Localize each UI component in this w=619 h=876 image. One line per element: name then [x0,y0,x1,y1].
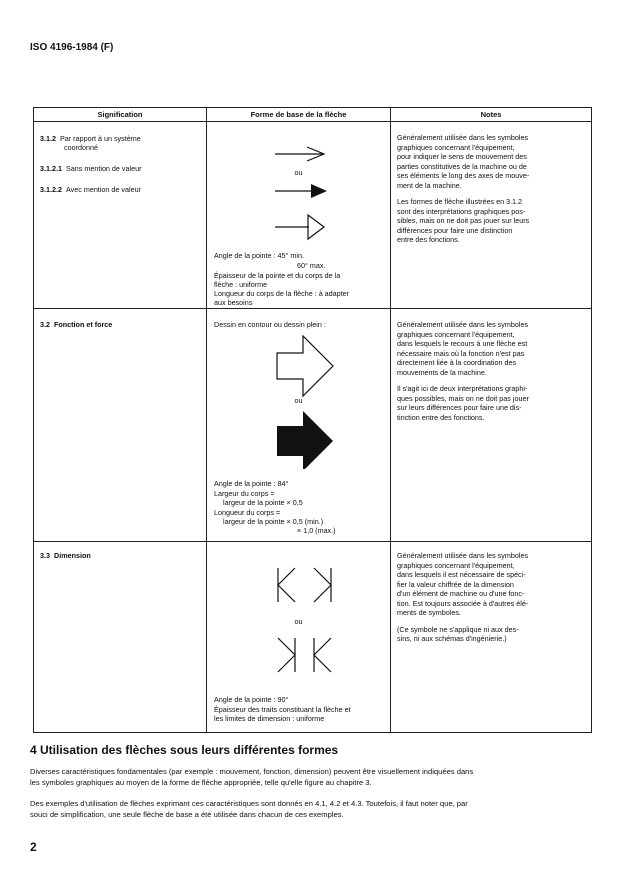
sig-line: 3.3 Dimension [40,551,91,560]
arrow-figures-3-2 [207,309,390,469]
or-label: ou [294,617,303,626]
note-line: sur leurs différences pour faire une dis- [397,403,522,412]
note-line: tinction entre des fonctions. [397,412,485,422]
arrow-line-filled-icon [275,184,327,198]
note-line: entre des fonctions. [397,235,460,244]
notes-cell-3-3 [391,542,592,733]
note-line: graphiques concernant l'équipement, [397,329,515,339]
sig-cell-3-2 [34,309,207,542]
note-line: Généralement utilisée dans les symboles [397,551,529,560]
note-line: ses éléments le long des axes de mouve- [397,171,530,180]
form-text: Longueur du corps de la flèche : à adapter [214,289,350,298]
sig-line: 3.1.2.1 Sans mention de valeur [40,164,142,173]
note-line: tion. Est toujours associée à d'autres élé- [397,598,529,608]
note-line: Les formes de flèche illustrées en 3.1.2 [397,197,523,206]
page-number: 2 [30,840,37,854]
form-cell-3-1-2 [207,122,391,309]
note-line: pour indiquer le sens de mouvement des [397,152,527,161]
sig-line: 3.1.2.2 Avec mention de valeur [40,185,141,194]
form-text: Angle de la pointe : 84° [214,479,289,488]
form-text: Dessin en contour ou dessin plein : [214,320,326,329]
note-line: mouvements de la machine. [397,367,487,377]
dimension-arrow-figures [207,542,390,682]
arrow-figures-3-1-2 [207,122,390,252]
paragraph-2 [30,798,590,820]
sig-cell-3-1-2 [34,122,207,309]
form-text: aux besoins [214,298,253,307]
note-line: dans lesquels il est nécessaire de spéci- [397,570,526,579]
or-label: ou [294,396,303,405]
notes-cell-3-2 [391,309,592,542]
note-line: d'un élément de machine ou d'une fonc- [397,589,525,598]
form-text: 60° max. [297,261,326,270]
form-text: les limites de dimension : uniforme [214,714,325,723]
sig-line: 3.1.2 Par rapport à un système [40,134,141,143]
dimension-arrows-inward-icon [278,568,331,602]
paragraph-line: Des exemples d'utilisation de flèches exprimant ces caractéristiques sont donnés en 4.1, 4.2 et 4.3. Toutefois, il faut noter que, par [30,799,468,808]
form-text: largeur de la pointe × 0,5 (min.) [223,517,324,526]
note-line: Il s'agit ici de deux interprétations graphi- [397,384,528,393]
document-id: ISO 4196-1984 (F) [30,42,114,53]
form-text: Épaisseur des traits constituant la flèche et [214,705,351,714]
form-text: largeur de la pointe × 0,5 [223,498,303,507]
hollow-block-arrow-icon [277,336,333,396]
table-header-row [34,108,592,122]
note-line: (Ce symbole ne s'applique ni aux des- [397,624,519,634]
note-line: Généralement utilisée dans les symboles [397,320,529,329]
form-text: Angle de la pointe : 45° min. [214,251,304,260]
note-line: dans lesquels le recours à une flèche est [397,339,528,348]
note-line: directement liée à la coordination des [397,358,517,367]
note-line: sont des interprétations graphiques pos- [397,206,526,216]
form-cell-3-3 [207,542,391,733]
note-line: différences pour faire une distinction [397,225,513,235]
sig-line: 3.2 Fonction et force [40,320,113,329]
or-label: ou [294,168,303,177]
note-line: sibles, mais on ne doit pas jouer sur leurs [397,216,530,225]
note-line: graphiques concernant l'équipement, [397,560,515,570]
section-title: 4 Utilisation des flèches sous leurs différentes formes [30,743,339,757]
sig-line: coordonné [64,143,98,152]
table-row [34,122,592,309]
note-line: ments de symboles. [397,608,461,617]
col-header-notes: Notes [391,108,592,122]
form-cell-3-2 [207,309,391,542]
note-line: fier la valeur chiffrée de la dimension [397,579,514,589]
note-line: graphiques concernant l'équipement, [397,142,515,152]
dimension-arrows-outward-icon [278,638,331,672]
form-text: Longueur du corps = [214,508,281,517]
col-header-signification: Signification [34,108,207,122]
arrow-spec-table [33,107,592,733]
table-row [34,542,592,733]
sig-cell-3-3 [34,542,207,733]
arrow-line-open-icon [275,147,324,161]
paragraph-line: Diverses caractéristiques fondamentales (par exemple : mouvement, fonction, dimension) peuvent être visuellement indiquées dans [30,767,474,776]
col-header-forme: Forme de base de la flèche [207,108,391,122]
form-text: Largeur du corps = [214,489,275,498]
paragraph-1 [30,766,590,788]
form-text: × 1,0 (max.) [297,526,336,535]
form-text: flèche : uniforme [214,280,268,289]
note-line: Généralement utilisée dans les symboles [397,133,529,142]
arrow-line-outline-head-icon [275,215,324,239]
table-row [34,309,592,542]
note-line: sins, ni aux schémas d'ingénierie.) [397,634,507,643]
note-line: parties constitutives de la machine ou de [397,161,527,171]
note-line: ques possibles, mais on ne doit pas jouer [397,393,529,403]
paragraph-line: souci de simplification, une seule flèche de base a été utilisée dans chacun de ces exemples. [30,810,344,819]
paragraph-line: les symboles graphiques au moyen de la forme de flèche appropriée, telle qu'elle figure au chapitre 3. [30,778,372,787]
form-text: Angle de la pointe : 90° [214,695,289,704]
notes-cell-3-1-2 [391,122,592,309]
note-line: ment de la machine. [397,180,462,190]
form-text: Épaisseur de la pointe et du corps de la [214,271,341,280]
solid-block-arrow-icon [277,411,333,469]
note-line: nécessaire mais où la fonction n'est pas [397,348,525,358]
